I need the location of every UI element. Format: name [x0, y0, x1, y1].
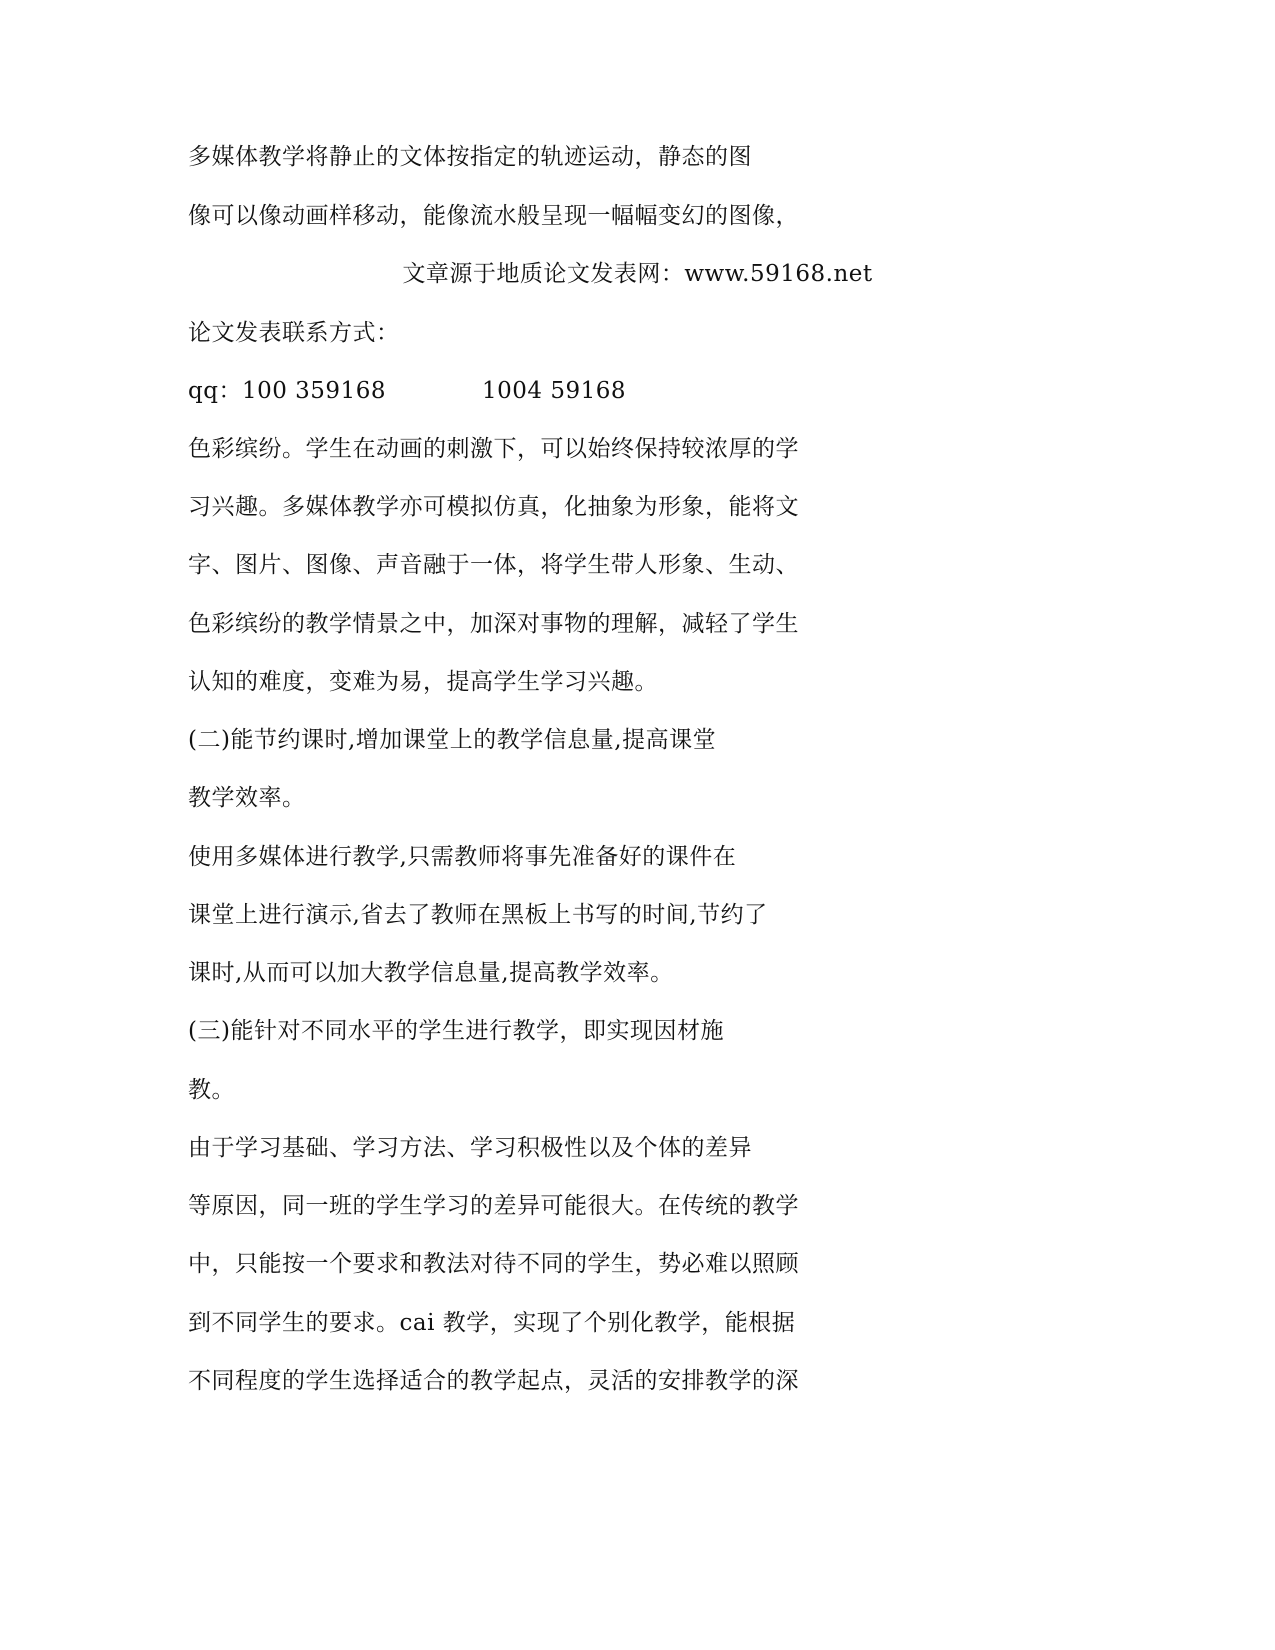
text-line-15: 课时,从而可以加大教学信息量,提高教学效率。: [188, 960, 674, 986]
text-line-18: 由于学习基础、学习方法、学习积极性以及个体的差异: [188, 1135, 752, 1161]
text-line-13: 使用多媒体进行教学,只需教师将事先准备好的课件在: [188, 844, 737, 870]
text-line-19: 等原因，同一班的学生学习的差异可能很大。在传统的教学: [188, 1193, 799, 1219]
section-heading-2-line-1: (二)能节约课时,增加课堂上的教学信息量,提高课堂: [188, 727, 717, 753]
qq-contact-row: [188, 376, 626, 406]
text-line-10: 认知的难度，变难为易，提高学生学习兴趣。: [188, 669, 658, 695]
text-line-8: 字、图片、图像、声音融于一体，将学生带人形象、生动、: [188, 552, 799, 578]
text-line-2: 像可以像动画样移动，能像流水般呈现一幅幅变幻的图像，: [188, 203, 799, 229]
text-line-20: 中，只能按一个要求和教法对待不同的学生，势必难以照顾: [188, 1251, 799, 1277]
text-line-21: 到不同学生的要求。cai 教学，实现了个别化教学，能根据: [188, 1310, 796, 1336]
source-line: 文章源于地质论文发表网：www.59168.net: [402, 261, 873, 287]
section-heading-3-line-1: (三)能针对不同水平的学生进行教学，即实现因材施: [188, 1018, 724, 1044]
qq-number-1: qq：100 359168: [188, 378, 386, 404]
text-line-14: 课堂上进行演示,省去了教师在黑板上书写的时间,节约了: [188, 902, 768, 928]
text-line-7: 习兴趣。多媒体教学亦可模拟仿真，化抽象为形象，能将文: [188, 494, 799, 520]
text-line-6: 色彩缤纷。学生在动画的刺激下，可以始终保持较浓厚的学: [188, 436, 799, 462]
section-heading-2-line-2: 教学效率。: [188, 785, 306, 811]
section-heading-3-line-2: 教。: [188, 1077, 235, 1103]
text-line-22: 不同程度的学生选择适合的教学起点，灵活的安排教学的深: [188, 1368, 799, 1394]
text-line-1: 多媒体教学将静止的文体按指定的轨迹运动，静态的图: [188, 144, 752, 170]
text-line-9: 色彩缤纷的教学情景之中，加深对事物的理解，减轻了学生: [188, 611, 799, 637]
qq-number-2: 1004 59168: [481, 378, 626, 404]
contact-heading: 论文发表联系方式：: [188, 320, 400, 346]
